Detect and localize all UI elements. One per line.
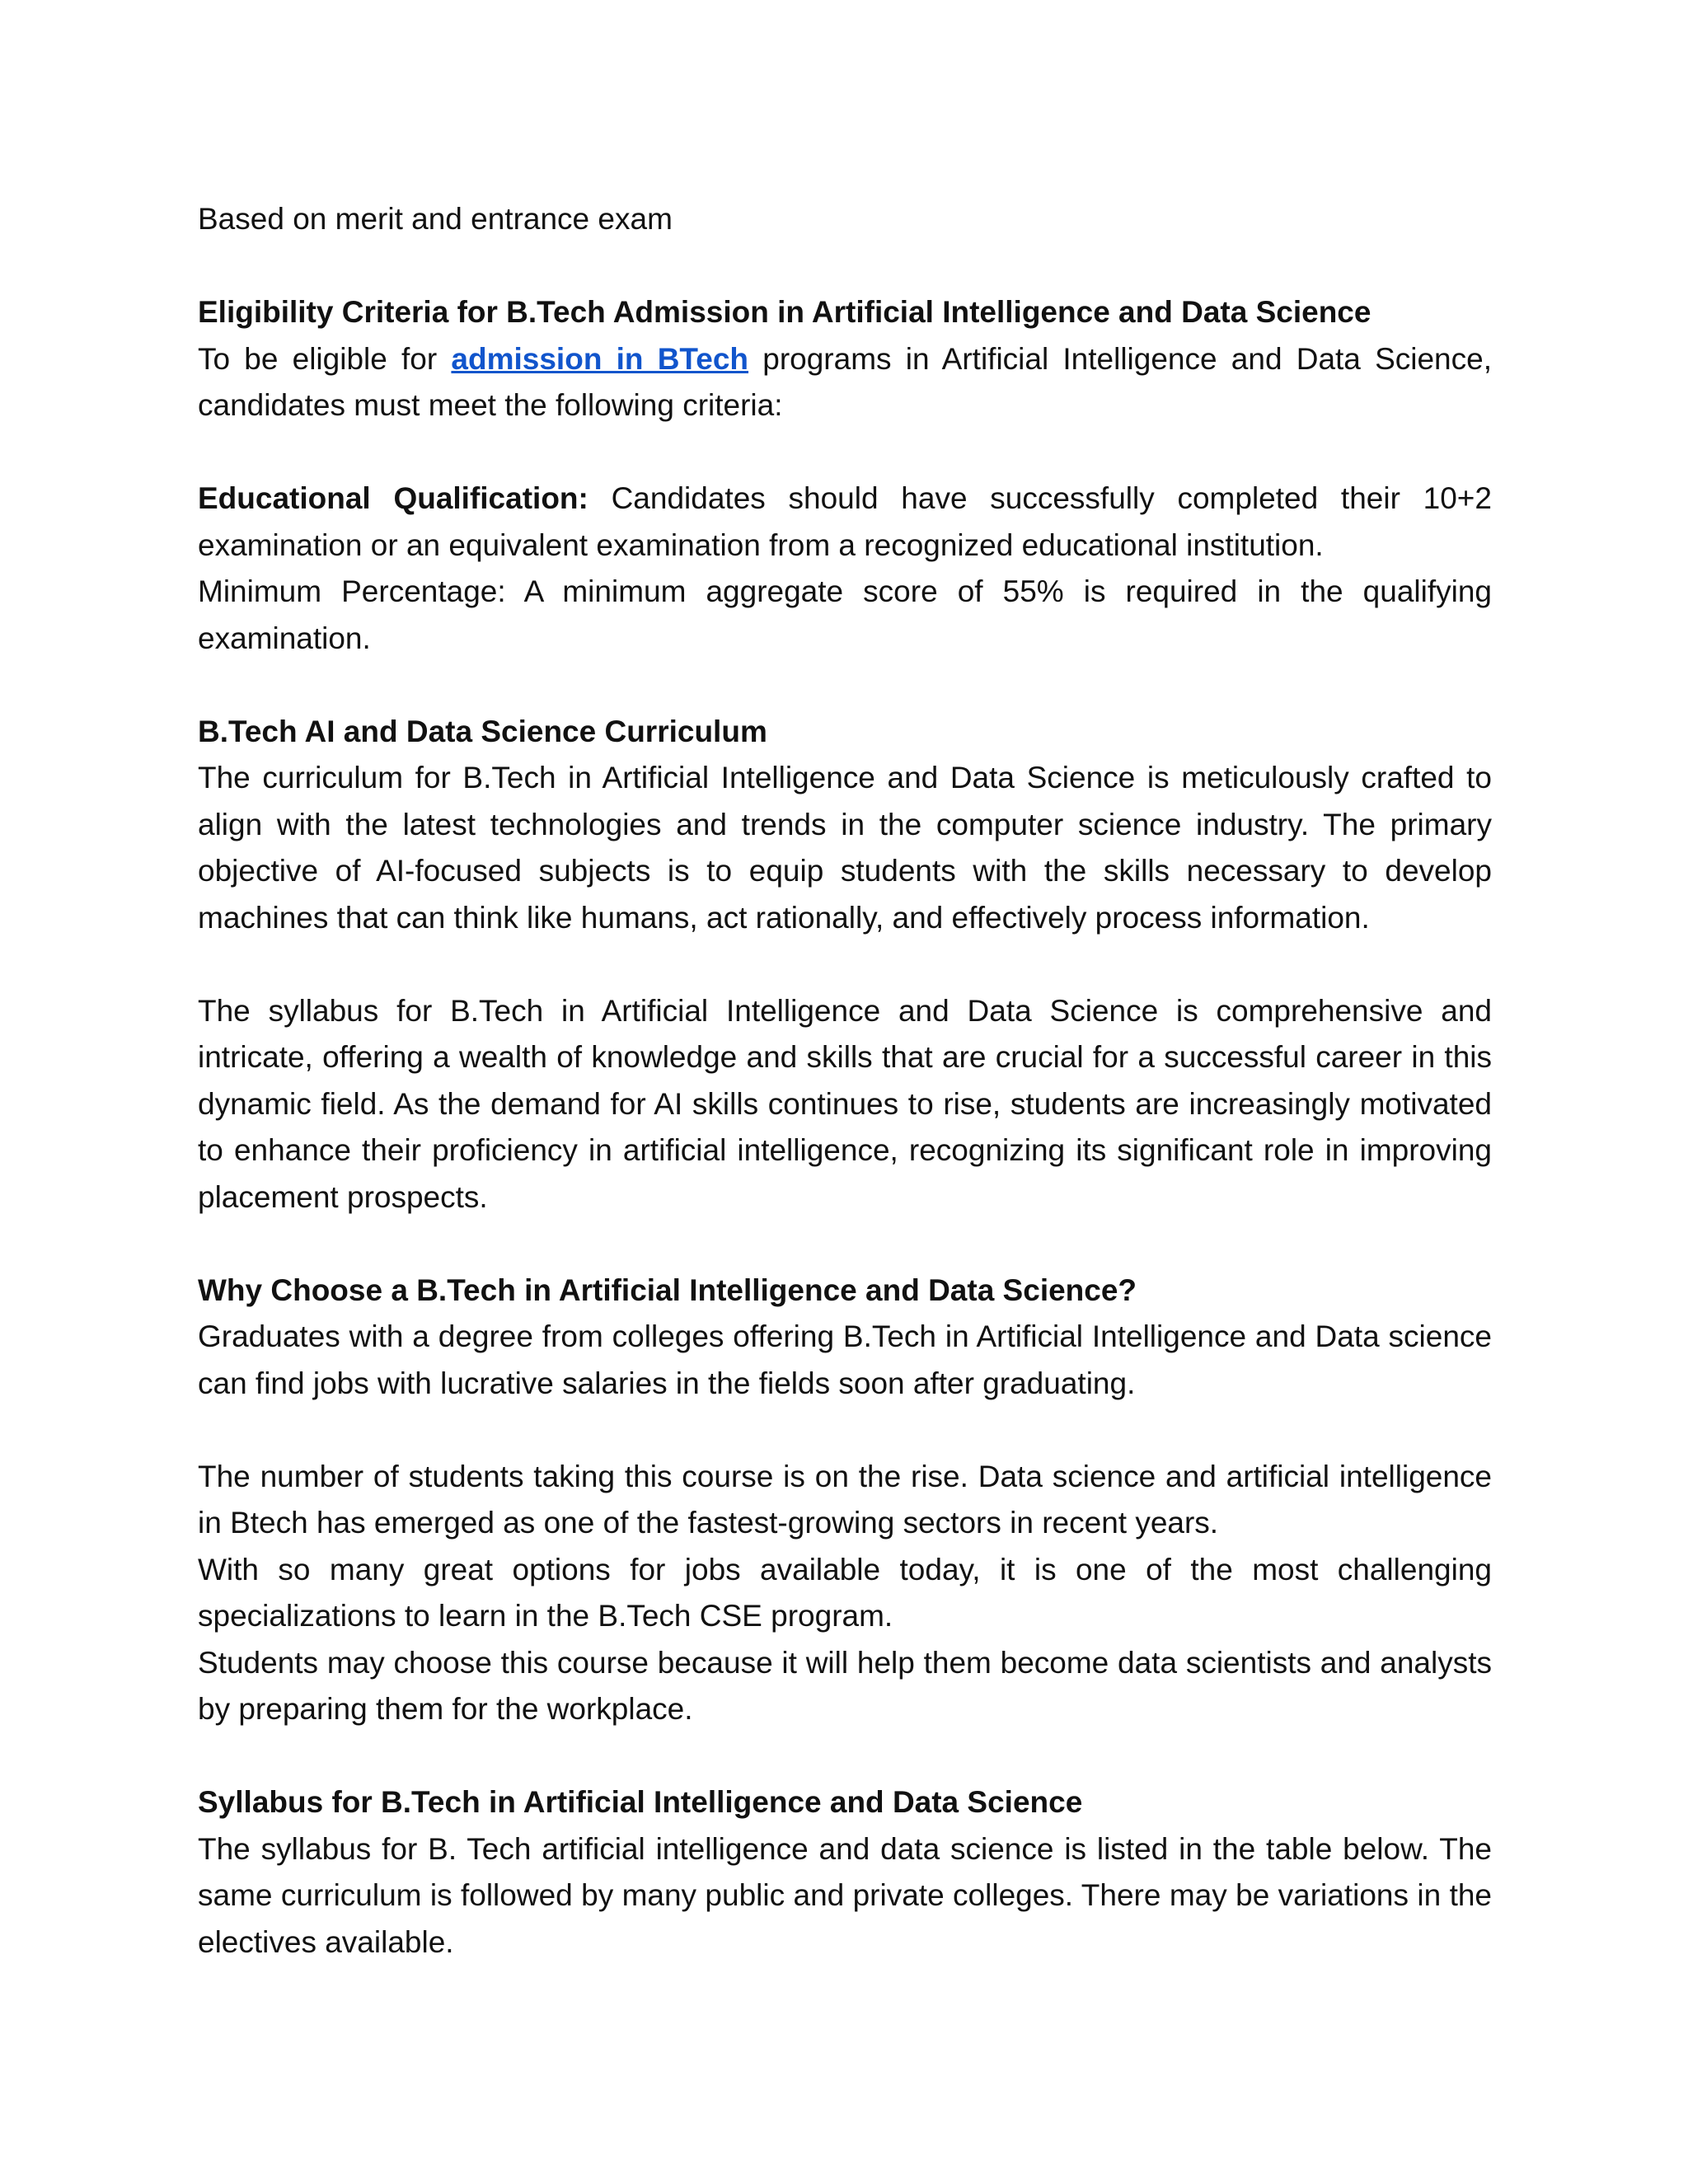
educational-qualification-label: Educational Qualification:	[198, 481, 588, 515]
spacer	[198, 941, 1492, 988]
syllabus-heading: Syllabus for B.Tech in Artificial Intelligence and Data Science	[198, 1785, 1083, 1819]
educational-qualification	[198, 476, 1492, 569]
eligibility-intro-before: To be eligible for	[198, 341, 452, 376]
admission-in-btech-link[interactable]: admission in BTech	[451, 341, 749, 376]
document-page	[198, 196, 1492, 1966]
curriculum-paragraph-2: The syllabus for B.Tech in Artificial Intelligence and Data Science is comprehensive and intricate, offering a wealth of knowledge and skills that are crucial for a successful career in this dynamic field. As the demand for AI skills continues to rise, students are increasingly motivated to enhance their proficiency in artificial intelligence, recognizing its significant role in improving placement prospects.	[198, 993, 1492, 1214]
spacer	[198, 662, 1492, 709]
spacer	[198, 429, 1492, 476]
why-choose-heading: Why Choose a B.Tech in Artificial Intelligence and Data Science?	[198, 1272, 1137, 1307]
curriculum-heading: B.Tech AI and Data Science Curriculum	[198, 714, 767, 748]
spacer	[198, 1221, 1492, 1268]
minimum-percentage: Minimum Percentage: A minimum aggregate score of 55% is required in the qualifying examination.	[198, 574, 1492, 655]
curriculum-paragraph-1: The curriculum for B.Tech in Artificial Intelligence and Data Science is meticulously crafted to align with the latest technologies and trends in the computer science industry. The primary objective of AI-focused subjects is to equip students with the skills necessary to develop machines that can think like humans, act rationally, and effectively process information.	[198, 761, 1492, 935]
why-choose-paragraph-3: With so many great options for jobs available today, it is one of the most challenging specializations to learn in the B.Tech CSE program.	[198, 1552, 1492, 1633]
eligibility-heading: Eligibility Criteria for B.Tech Admission in Artificial Intelligence and Data Science	[198, 295, 1372, 329]
eligibility-intro	[198, 336, 1492, 429]
educational-qualification-text: Candidates should have successfully completed their 10+2 examination or an equivalent examination from a recognized educational institution.	[198, 481, 1492, 562]
syllabus-paragraph-1: The syllabus for B. Tech artificial intelligence and data science is listed in the table below. The same curriculum is followed by many public and private colleges. There may be variations in the electives available.	[198, 1831, 1492, 1959]
spacer	[198, 1733, 1492, 1780]
eligibility-intro-after: programs in Artificial Intelligence and Data Science, candidates must meet the following criteria:	[198, 341, 1492, 422]
spacer	[198, 243, 1492, 290]
why-choose-paragraph-2: The number of students taking this course is on the rise. Data science and artificial intelligence in Btech has emerged as one of the fastest-growing sectors in recent years.	[198, 1459, 1492, 1540]
spacer	[198, 1407, 1492, 1454]
selection-basis-text: Based on merit and entrance exam	[198, 202, 673, 236]
why-choose-paragraph-4: Students may choose this course because it will help them become data scientists and analysts by preparing them for the workplace.	[198, 1645, 1492, 1726]
why-choose-paragraph-1: Graduates with a degree from colleges offering B.Tech in Artificial Intelligence and Data science can find jobs with lucrative salaries in the fields soon after graduating.	[198, 1319, 1492, 1400]
